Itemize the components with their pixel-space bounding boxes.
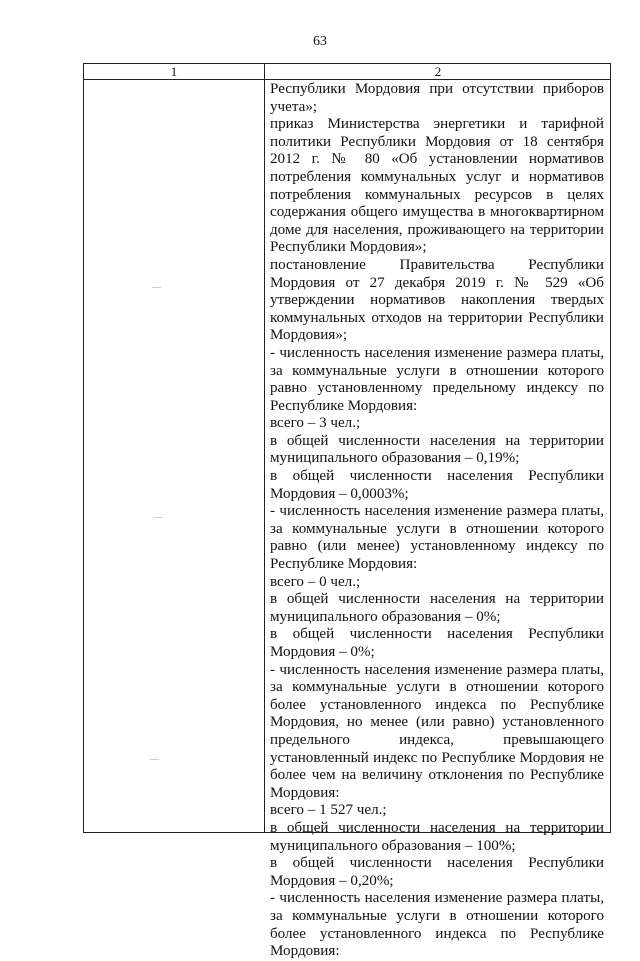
- paragraph: в общей численности населения на территории муниципального образования – 0%;: [270, 591, 604, 625]
- column-2-text: [270, 81, 604, 961]
- paragraph: - численность населения изменение размера платы, за коммунальные услуги в отношении которого более установленного индекса по Республике Мордовия:: [270, 890, 604, 960]
- paragraph: всего – 0 чел.;: [270, 573, 361, 590]
- column-1-mark: —: [152, 282, 161, 292]
- column-header-2: 2: [434, 64, 442, 79]
- column-header-1: 1: [170, 64, 178, 79]
- page-number: 63: [313, 34, 327, 49]
- paragraph: - численность населения изменение размера платы, за коммунальные услуги в отношении которого более установленного индекса по Республике Мордовия, но менее (или равно) установленного предельного индекса, превышающего установленный индекс по Республике Мордовия не более чем на величину отклонения по Республике Мордовия:: [270, 661, 604, 801]
- paragraph: приказ Министерства энергетики и тарифной политики Республики Мордовия от 18 сентября 2012 г. № 80 «Об установлении нормативов потребления коммунальных услуг и нормативов потребления коммунальных ресурсов в целях содержания общего имущества в многоквартирном доме для населения, проживающего на территории Республики Мордовия»;: [270, 116, 604, 256]
- header-divider: [84, 79, 610, 80]
- paragraph: всего – 3 чел.;: [270, 415, 361, 432]
- column-1-mark: —: [154, 512, 163, 522]
- document-table: [83, 63, 611, 960]
- paragraph: Республики Мордовия при отсутствии приборов учета»;: [270, 81, 604, 115]
- paragraph: - численность населения изменение размера платы, за коммунальные услуги в отношении которого равно установленному предельному индексу по Республике Мордовия:: [270, 344, 604, 414]
- paragraph: в общей численности населения Республики Мордовия – 0,20%;: [270, 855, 604, 889]
- paragraph: в общей численности населения Республики Мордовия – 0,0003%;: [270, 468, 604, 502]
- paragraph: в общей численности населения Республики Мордовия – 0%;: [270, 626, 604, 660]
- paragraph: в общей численности населения на территории муниципального образования – 100%;: [270, 819, 604, 854]
- paragraph: всего – 1 527 чел.;: [270, 802, 387, 819]
- paragraph: - численность населения изменение размера платы, за коммунальные услуги в отношении которого равно (или менее) установленному индексу по Республике Мордовия:: [270, 503, 604, 573]
- column-divider: [264, 64, 265, 832]
- paragraph: постановление Правительства Республики Мордовия от 27 декабря 2019 г. № 529 «Об утверждении нормативов накопления твердых коммунальных отходов на территории Республики Мордовия»;: [270, 256, 604, 344]
- column-1-mark: —: [150, 754, 159, 764]
- paragraph: в общей численности населения на территории муниципального образования – 0,19%;: [270, 432, 604, 467]
